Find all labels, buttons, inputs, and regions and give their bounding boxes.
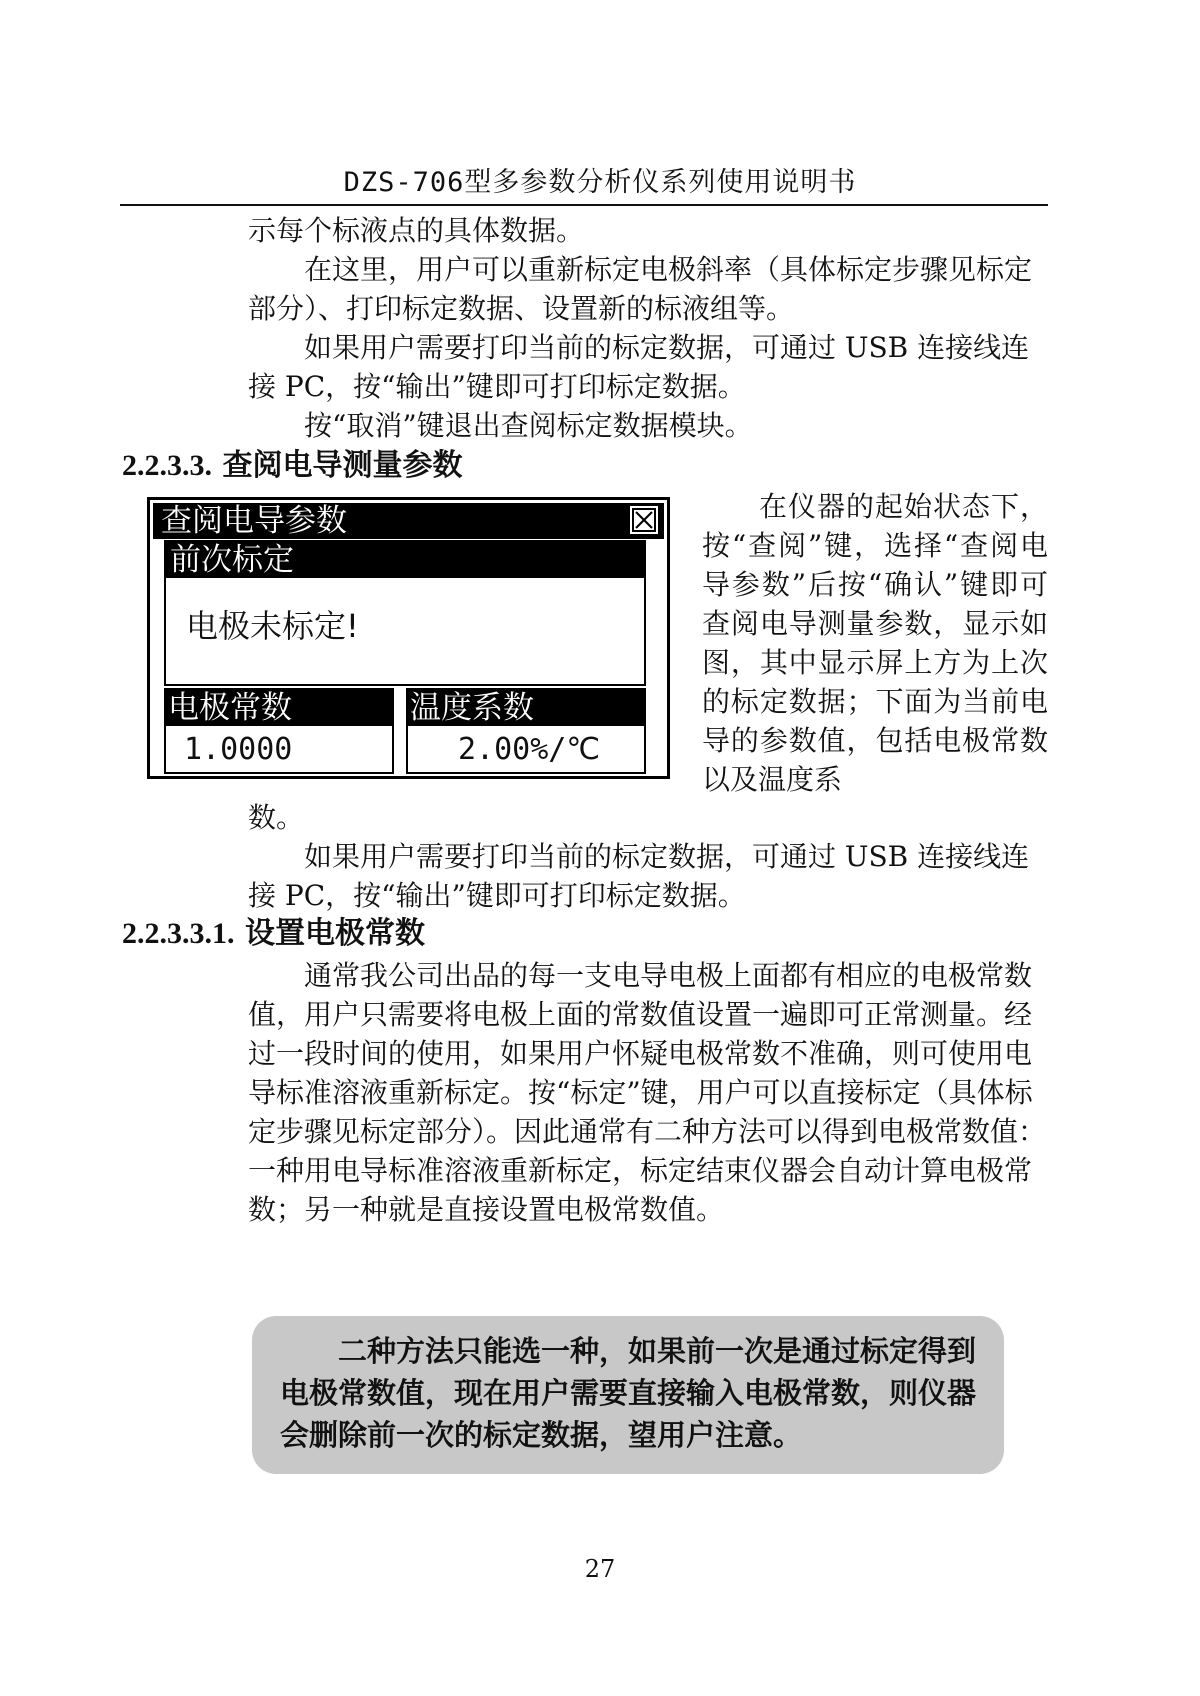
paragraph-text: 如果用户需要打印当前的标定数据，可通过 USB 连接线连接 PC，按“输出”键即可打印标定数据。	[248, 331, 1030, 403]
paragraph-view-parameters	[702, 487, 1048, 799]
section-title: 查阅电导测量参数	[222, 448, 463, 483]
paragraph-text: 通常我公司出品的每一支电导电极上面都有相应的电极常数值，用户只需要将电极上面的常数值设置一遍即可正常测量。经过一段时间的使用，如果用户怀疑电极常数不准确，则可使用电导标准溶液重新标定。按“标定”键，用户可以直接标定（具体标定步骤见标定部分）。因此通常有二种方法可以得到电极常数值：一种用电导标准溶液重新标定，标定结束仪器会自动计算电极常数；另一种就是直接设置电极常数值。	[248, 959, 1047, 1226]
paragraph-text: 在仪器的起始状态下，按“查阅”键，选择“查阅电导参数”后按“确认”键即可查阅电导测量参数，显示如图，其中显示屏上方为上次的标定数据；下面为当前电导的参数值，包括电极常数以及温度系	[702, 490, 1048, 796]
note-body: 二种方法只能选一种，如果前一次是通过标定得到电极常数值，现在用户需要直接输入电极常数，则仪器会删除前一次的标定数据，望用户注意。	[280, 1334, 977, 1452]
paragraph-cancel	[248, 406, 1048, 445]
lcd-temp-value: 2.00%/℃	[458, 732, 601, 767]
paragraph-text: 在这里，用户可以重新标定电极斜率（具体标定步骤见标定部分）、打印标定数据、设置新的标液组等。	[248, 253, 1033, 325]
lcd-temp-coefficient-box	[406, 688, 646, 774]
lcd-constant-label: 电极常数	[166, 690, 392, 726]
paragraph-print-calibration	[248, 328, 1048, 406]
paragraph-text: 按“取消”键退出查阅标定数据模块。	[304, 409, 753, 442]
lcd-title-bar	[153, 503, 664, 539]
close-icon	[630, 506, 658, 534]
lcd-status-message: 电极未标定!	[186, 607, 359, 645]
paragraph-wrap-tail	[248, 798, 1048, 837]
header-divider	[120, 204, 1048, 206]
note-text	[280, 1330, 980, 1456]
section-number: 2.2.3.3.1.	[122, 917, 235, 950]
section-number: 2.2.3.3.	[122, 449, 212, 482]
lcd-panel-label: 前次标定	[166, 542, 644, 578]
subsection-heading	[122, 914, 425, 954]
section-title: 设置电极常数	[244, 916, 425, 951]
paragraph-text: 示每个标液点的具体数据。	[248, 214, 585, 247]
paragraph-text: 如果用户需要打印当前的标定数据，可通过 USB 连接线连接 PC，按“输出”键即可打印标定数据。	[248, 840, 1030, 912]
warning-note-box	[252, 1316, 1004, 1474]
lcd-previous-calibration-panel	[164, 540, 646, 686]
paragraph-text: 数。	[248, 801, 305, 834]
lcd-constant-box	[164, 688, 394, 774]
paragraph-electrode-constant	[248, 956, 1048, 1229]
paragraph-continuation	[248, 211, 1048, 250]
paragraph-print-parameters	[248, 837, 1048, 915]
lcd-temp-label: 温度系数	[408, 690, 644, 726]
section-heading	[122, 446, 462, 486]
lcd-title: 查阅电导参数	[161, 503, 347, 539]
lcd-screen-illustration	[147, 497, 670, 779]
paragraph-recalibrate	[248, 250, 1048, 328]
document-header-title: DZS-706型多参数分析仪系列使用说明书	[343, 167, 857, 198]
lcd-constant-value: 1.0000	[184, 732, 293, 767]
page-number: 27	[584, 1555, 616, 1583]
